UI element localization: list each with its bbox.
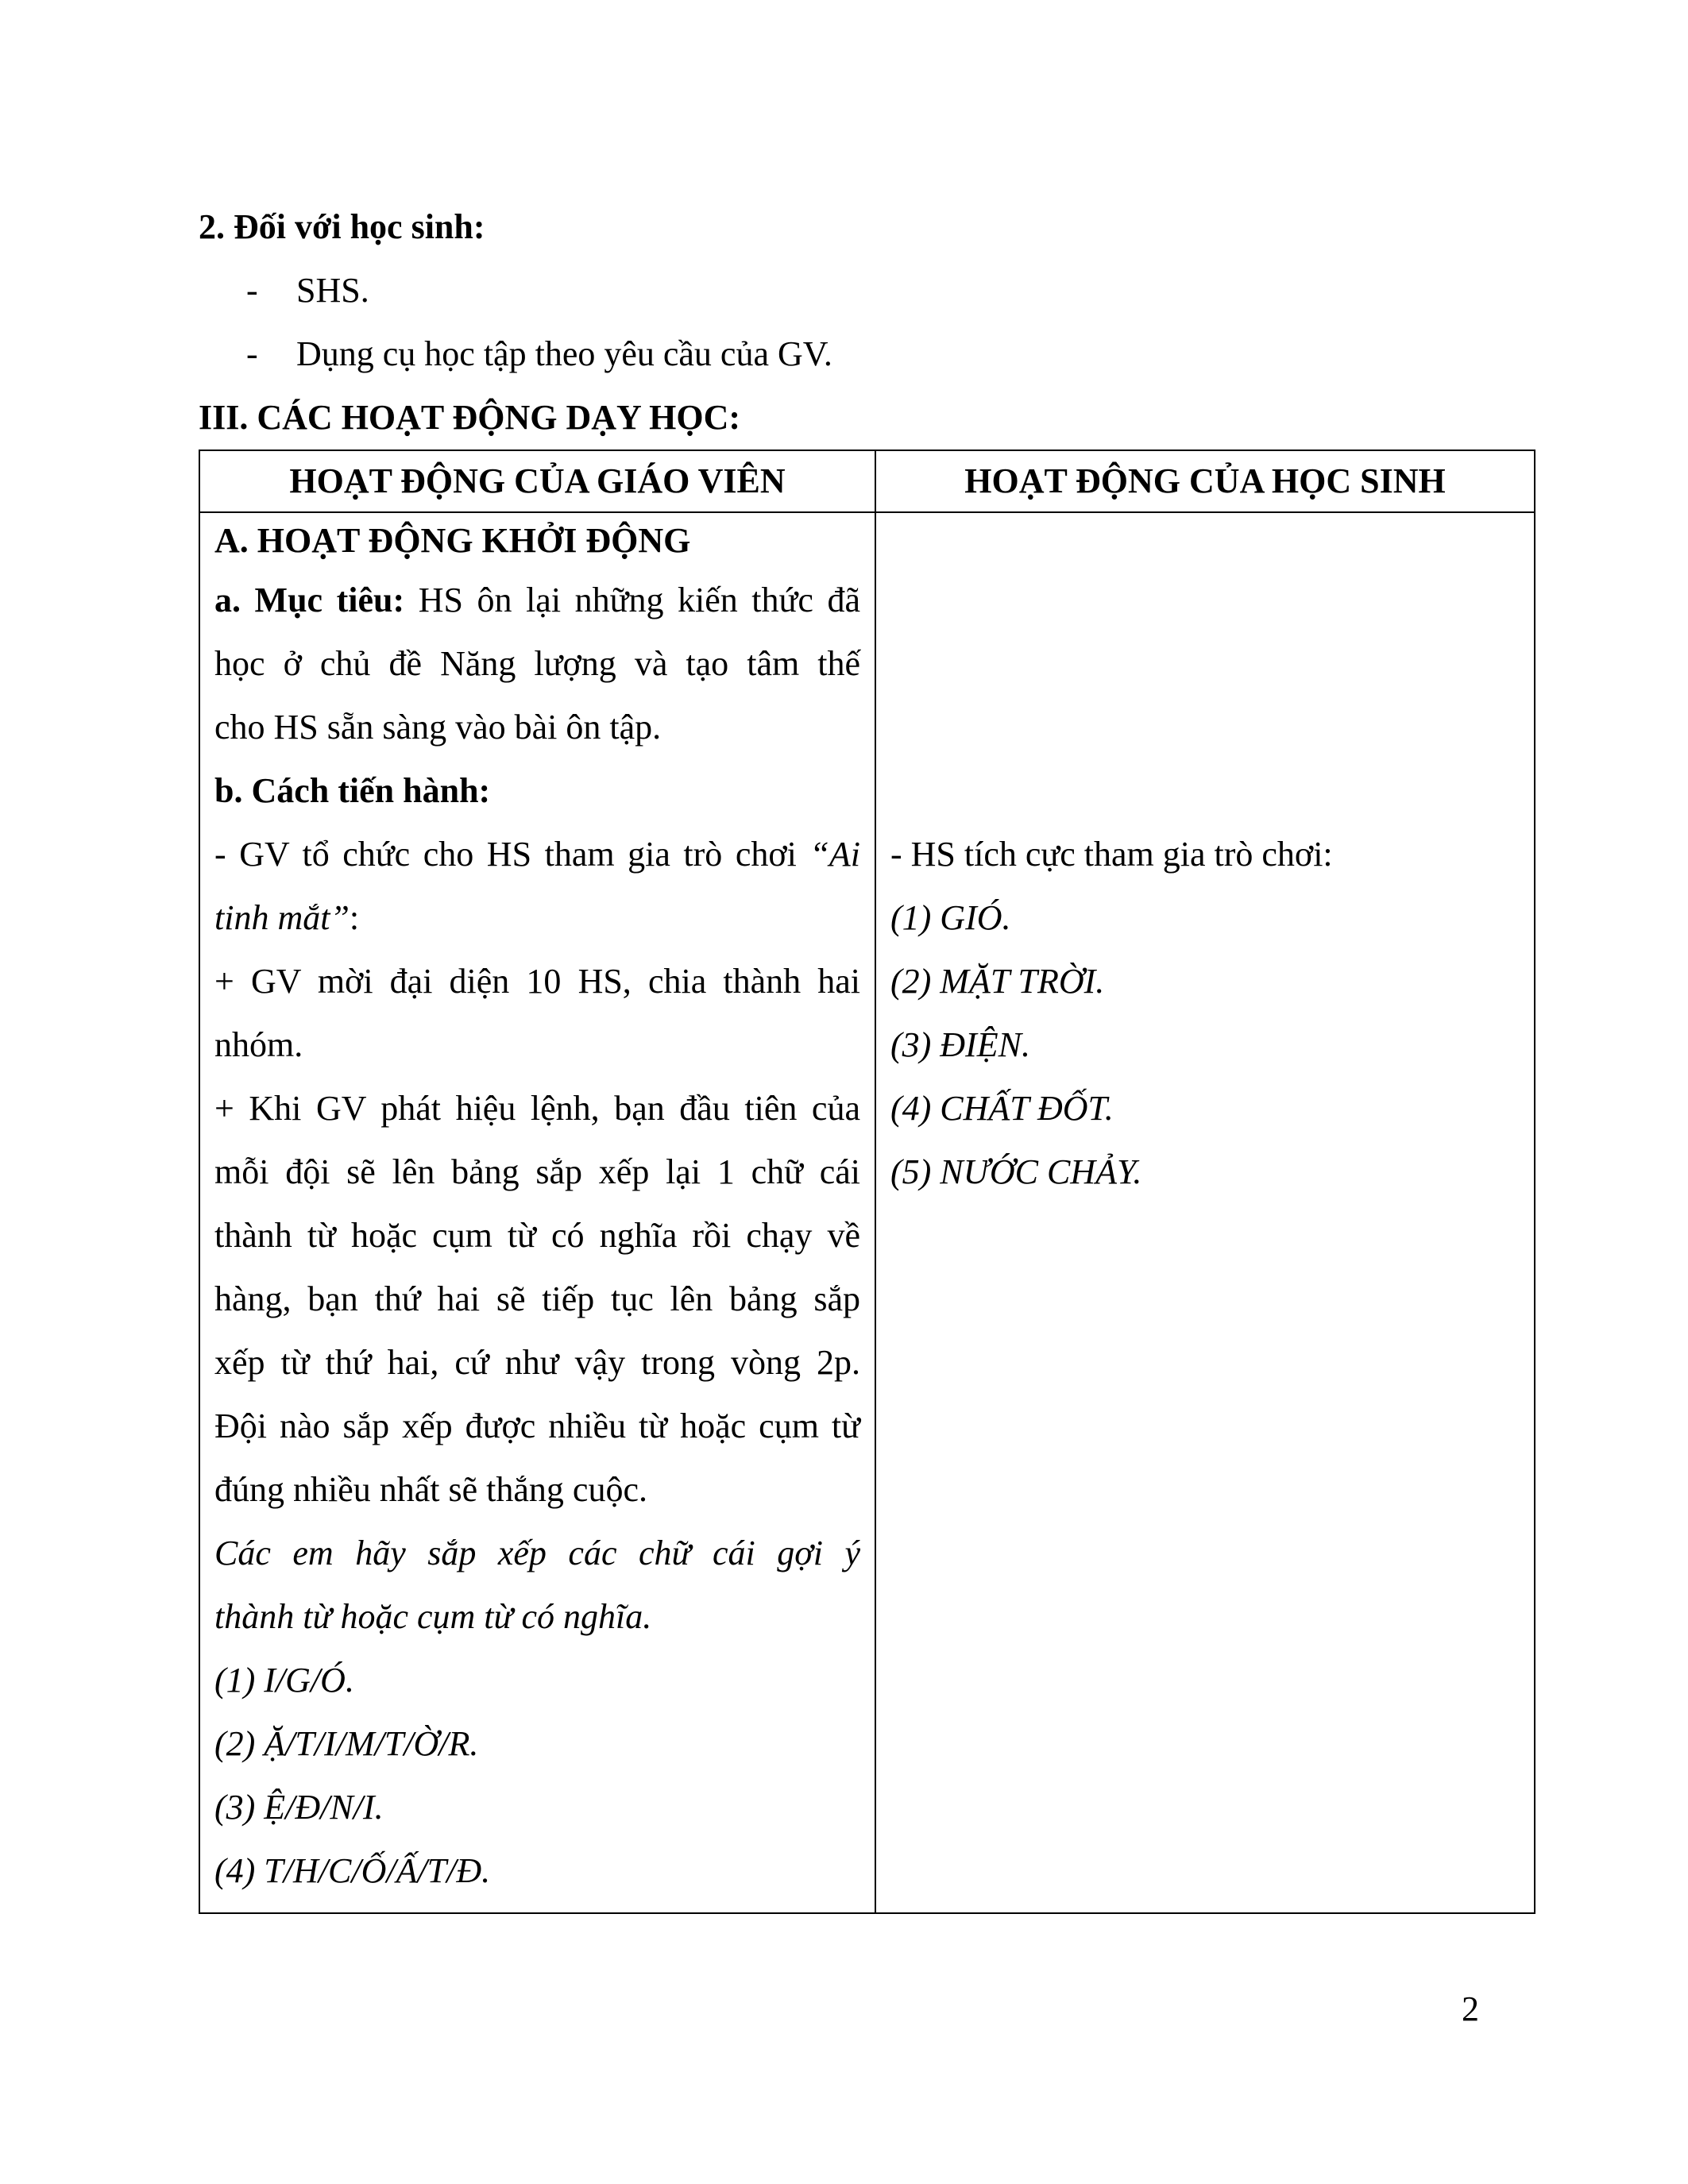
answer-item: (2) MẶT TRỜI. xyxy=(890,962,1105,1001)
game-intro-line xyxy=(214,823,860,886)
bullet-item xyxy=(0,322,1688,386)
section-heading-activities: III. CÁC HOẠT ĐỘNG DẠY HỌC: xyxy=(199,398,741,437)
student-intro: - HS tích cực tham gia trò chơi: xyxy=(890,835,1333,874)
rule-line: xếp từ thứ hai, cứ như vậy trong vòng 2p. xyxy=(214,1343,860,1382)
rule-line: + Khi GV phát hiệu lệnh, bạn đầu tiên của xyxy=(214,1089,860,1128)
answer-item: (1) GIÓ. xyxy=(890,898,1011,937)
goal-line xyxy=(214,569,860,632)
rule-line: mỗi đội sẽ lên bảng sắp xếp lại 1 chữ cái xyxy=(214,1152,860,1191)
goal-text: HS ôn lại những kiến thức đã xyxy=(404,581,860,619)
goal-line: cho HS sẵn sàng vào bài ôn tập. xyxy=(214,708,662,747)
section-heading-students: 2. Đối với học sinh: xyxy=(199,207,485,246)
bullet-dash: - xyxy=(246,271,258,310)
rule-line: thành từ hoặc cụm từ có nghĩa rồi chạy về xyxy=(214,1216,860,1255)
game-intro-text: : xyxy=(349,898,360,937)
puzzle-item: (4) T/H/C/Ố/Ấ/T/Đ. xyxy=(214,1851,491,1890)
rule-line: Đội nào sắp xếp được nhiều từ hoặc cụm từ xyxy=(214,1406,860,1445)
teacher-column-header: HOẠT ĐỘNG CỦA GIÁO VIÊN xyxy=(199,450,875,512)
spacer xyxy=(890,513,1520,823)
bullet-text: SHS. xyxy=(296,271,369,310)
steps-label: b. Cách tiến hành: xyxy=(214,771,491,810)
prompt-line: thành từ hoặc cụm từ có nghĩa. xyxy=(214,1597,652,1636)
bullet-dash: - xyxy=(246,334,258,373)
game-name: “Ai xyxy=(809,835,860,874)
prompt-line: Các em hãy sắp xếp các chữ cái gợi ý xyxy=(214,1534,860,1572)
bullet-item xyxy=(0,259,1688,322)
invite-line: + GV mời đại diện 10 HS, chia thành hai xyxy=(214,962,860,1001)
goal-label: a. Mục tiêu: xyxy=(214,581,405,619)
invite-line: nhóm. xyxy=(214,1025,303,1064)
student-column-header: HOẠT ĐỘNG CỦA HỌC SINH xyxy=(875,450,1535,512)
puzzle-item: (2) Ặ/T/I/M/T/Ờ/R. xyxy=(214,1724,479,1763)
puzzle-item: (1) I/G/Ó. xyxy=(214,1661,354,1700)
activities-table xyxy=(199,450,1535,1914)
bullet-text: Dụng cụ học tập theo yêu cầu của GV. xyxy=(296,334,832,373)
answer-item: (4) CHẤT ĐỐT. xyxy=(890,1089,1114,1128)
game-intro-text: - GV tổ chức cho HS tham gia trò chơi xyxy=(214,835,810,874)
goal-line: học ở chủ đề Năng lượng và tạo tâm thế xyxy=(214,644,860,683)
answer-item: (3) ĐIỆN. xyxy=(890,1025,1030,1064)
rule-line: đúng nhiều nhất sẽ thắng cuộc. xyxy=(214,1470,647,1509)
page-number: 2 xyxy=(1462,1989,1479,2028)
table-header-row xyxy=(199,450,1535,512)
rule-line: hàng, bạn thứ hai sẽ tiếp tục lên bảng sắp xyxy=(214,1279,860,1318)
game-intro-line xyxy=(214,886,860,950)
puzzle-item: (3) Ệ/Đ/N/I. xyxy=(214,1788,384,1827)
game-name: tinh mắt” xyxy=(214,898,350,937)
answer-item: (5) NƯỚC CHẢY. xyxy=(890,1152,1142,1191)
teacher-activities-cell xyxy=(199,512,875,1913)
part-a-heading: A. HOẠT ĐỘNG KHỞI ĐỘNG xyxy=(214,521,691,560)
table-row xyxy=(199,512,1535,1913)
student-activities-cell xyxy=(875,512,1535,1913)
